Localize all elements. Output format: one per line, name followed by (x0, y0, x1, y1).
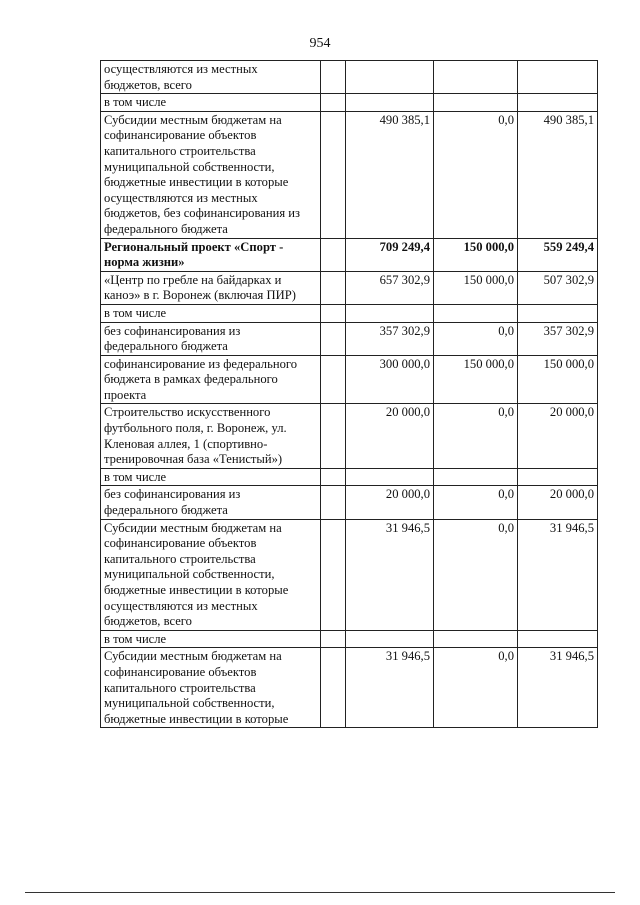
row-value-total-cell: 490 385,1 (346, 111, 434, 238)
row-empty-cell (321, 322, 346, 355)
row-empty-cell (321, 94, 346, 112)
table-row (101, 304, 598, 322)
row-value-federal-cell: 150 000,0 (434, 238, 518, 271)
row-value-total-cell: 20 000,0 (346, 486, 434, 519)
row-value-total-cell: 300 000,0 (346, 355, 434, 404)
table-row (101, 355, 598, 404)
row-name-cell: Региональный проект «Спорт - норма жизни» (101, 238, 321, 271)
row-value-federal-cell (434, 304, 518, 322)
budget-table (100, 60, 598, 728)
row-value-federal-cell: 0,0 (434, 648, 518, 728)
row-value-regional-cell (518, 630, 598, 648)
row-value-regional-cell (518, 94, 598, 112)
row-value-total-cell: 31 946,5 (346, 519, 434, 630)
page-number: 954 (309, 36, 331, 51)
table-row (101, 271, 598, 304)
row-value-total-cell: 357 302,9 (346, 322, 434, 355)
row-empty-cell (321, 648, 346, 728)
table-row (101, 322, 598, 355)
table-row (101, 486, 598, 519)
row-value-federal-cell: 0,0 (434, 519, 518, 630)
row-name-cell: Строительство искусственного футбольного поля, г. Воронеж, ул. Кленовая аллея, 1 (спортивно-тренировочная база «Тенистый») (101, 404, 321, 468)
row-value-total-cell: 20 000,0 (346, 404, 434, 468)
row-name-cell: в том числе (101, 94, 321, 112)
row-value-regional-cell: 150 000,0 (518, 355, 598, 404)
row-value-federal-cell (434, 630, 518, 648)
row-name-cell: осуществляются из местных бюджетов, всего (101, 61, 321, 94)
row-value-regional-cell: 559 249,4 (518, 238, 598, 271)
row-value-federal-cell: 0,0 (434, 486, 518, 519)
row-empty-cell (321, 271, 346, 304)
row-value-regional-cell: 490 385,1 (518, 111, 598, 238)
row-value-regional-cell: 31 946,5 (518, 519, 598, 630)
row-empty-cell (321, 404, 346, 468)
row-empty-cell (321, 111, 346, 238)
row-value-regional-cell: 20 000,0 (518, 404, 598, 468)
table-row (101, 238, 598, 271)
row-value-total-cell (346, 94, 434, 112)
row-value-federal-cell: 150 000,0 (434, 355, 518, 404)
row-name-cell: Субсидии местным бюджетам на софинансирование объектов капитального строительства муниципальной собственности, бюджетные инвестиции в которые осуществляются из местных бюджетов, всего (101, 519, 321, 630)
row-name-cell: Субсидии местным бюджетам на софинансирование объектов капитального строительства муниципальной собственности, бюджетные инвестиции в которые осуществляются из местных бюджетов, без софинансирования из федерального бюджета (101, 111, 321, 238)
row-value-federal-cell: 0,0 (434, 322, 518, 355)
row-name-cell: в том числе (101, 468, 321, 486)
row-value-regional-cell: 20 000,0 (518, 486, 598, 519)
table-row (101, 630, 598, 648)
row-value-federal-cell: 0,0 (434, 111, 518, 238)
table-row (101, 404, 598, 468)
row-name-cell: «Центр по гребле на байдарках и каноэ» в г. Воронеж (включая ПИР) (101, 271, 321, 304)
table-row (101, 468, 598, 486)
row-value-total-cell: 657 302,9 (346, 271, 434, 304)
row-name-cell: без софинансирования из федерального бюджета (101, 486, 321, 519)
row-value-total-cell (346, 304, 434, 322)
row-name-cell: софинансирование из федерального бюджета в рамках федерального проекта (101, 355, 321, 404)
row-value-regional-cell: 507 302,9 (518, 271, 598, 304)
row-empty-cell (321, 630, 346, 648)
row-value-federal-cell (434, 94, 518, 112)
row-empty-cell (321, 486, 346, 519)
row-value-total-cell (346, 468, 434, 486)
row-empty-cell (321, 304, 346, 322)
page-bottom-rule (25, 892, 615, 893)
row-value-federal-cell: 0,0 (434, 404, 518, 468)
row-empty-cell (321, 468, 346, 486)
row-value-regional-cell (518, 61, 598, 94)
row-name-cell: Субсидии местным бюджетам на софинансирование объектов капитального строительства муниципальной собственности, бюджетные инвестиции в которые (101, 648, 321, 728)
row-value-total-cell: 709 249,4 (346, 238, 434, 271)
row-value-federal-cell (434, 61, 518, 94)
row-value-total-cell (346, 630, 434, 648)
row-value-total-cell: 31 946,5 (346, 648, 434, 728)
row-value-total-cell (346, 61, 434, 94)
row-value-regional-cell (518, 304, 598, 322)
budget-table-body (101, 61, 598, 728)
table-row (101, 519, 598, 630)
row-name-cell: в том числе (101, 630, 321, 648)
row-name-cell: без софинансирования из федерального бюджета (101, 322, 321, 355)
row-empty-cell (321, 61, 346, 94)
row-name-cell: в том числе (101, 304, 321, 322)
row-empty-cell (321, 238, 346, 271)
table-row (101, 94, 598, 112)
row-value-regional-cell: 31 946,5 (518, 648, 598, 728)
row-value-regional-cell (518, 468, 598, 486)
row-value-federal-cell: 150 000,0 (434, 271, 518, 304)
table-row (101, 111, 598, 238)
row-value-federal-cell (434, 468, 518, 486)
table-row (101, 61, 598, 94)
row-empty-cell (321, 519, 346, 630)
table-row (101, 648, 598, 728)
row-value-regional-cell: 357 302,9 (518, 322, 598, 355)
row-empty-cell (321, 355, 346, 404)
